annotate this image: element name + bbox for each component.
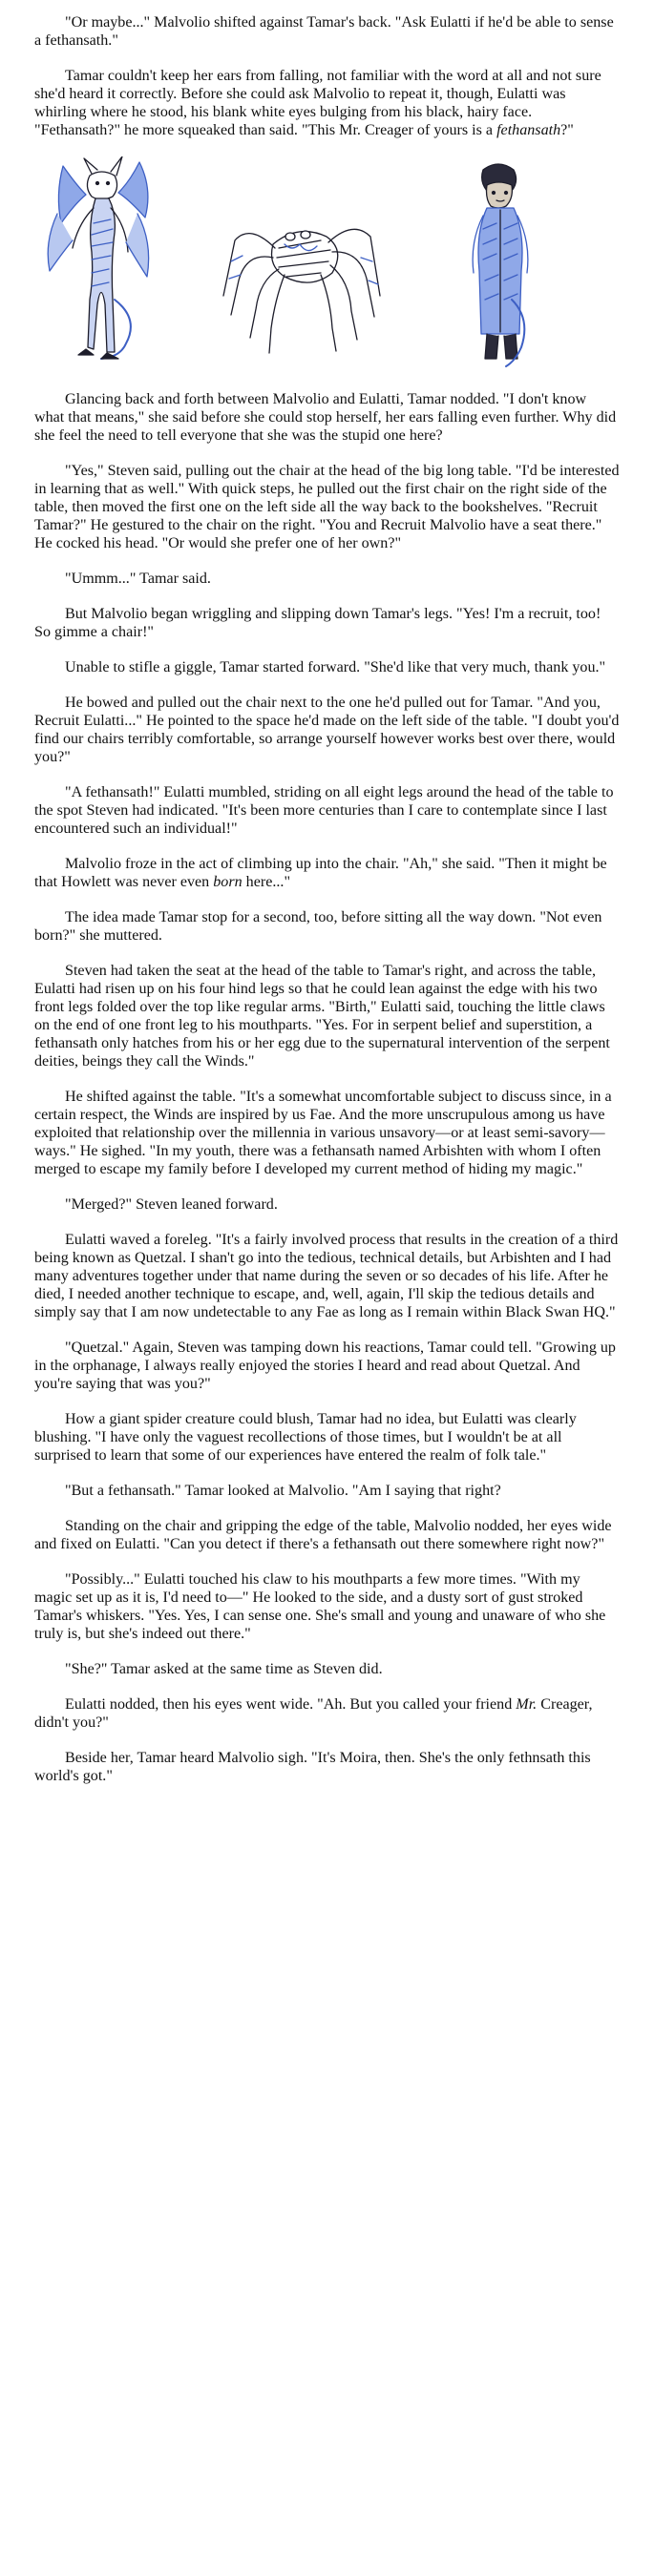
story-paragraph — [34, 1088, 620, 1178]
paragraph-text: But Malvolio began wriggling and slipping down Tamar's legs. "Yes! I'm a recruit, too! So gimme a chair!" — [34, 606, 601, 640]
paragraph-text: "Yes," Steven said, pulling out the chair at the head of the big long table. "I'd be interested in learning that as well." With quick steps, he pulled out the first chair on the right side of the table, then moved the first one on the left side all the way back to the bookshelves. "Recruit Tamar?" He gestured to the chair on the right. "You and Recruit Malvolio have a seat there." He cocked his head. "Or would she prefer one of her own?" — [34, 463, 620, 551]
story-paragraph — [34, 570, 620, 588]
paragraph-text: Glancing back and forth between Malvolio and Eulatti, Tamar nodded. "I don't know what that means," she said before she could stop herself, her ears falling even further. Why did she feel the need to tell everyone that she was the stupid one here? — [34, 391, 617, 444]
story-paragraph — [34, 605, 620, 641]
paragraph-text: "Merged?" Steven leaned forward. — [65, 1196, 278, 1213]
emphasized-text: fethansath — [496, 122, 561, 138]
story-paragraph — [34, 67, 620, 139]
paragraph-text: The idea made Tamar stop for a second, too, before sitting all the way down. "Not even born?" she muttered. — [34, 909, 602, 944]
paragraph-text: "A fethansath!" Eulatti mumbled, striding on all eight legs around the head of the table to the spot Steven had indicated. "It's been more centuries than I care to contemplate since I last encountered such an individual!" — [34, 784, 614, 837]
paragraph-text: Malvolio froze in the act of climbing up into the chair. "Ah," she said. "Then it might be that Howlett was never even — [34, 856, 607, 890]
paragraph-text: He shifted against the table. "It's a somewhat uncomfortable subject to discuss since, in a certain respect, the Winds are inspired by us Fae. And the more unscrupulous among us have exploited that relationship over the millennia in various unsavory—or at least semi-savory—ways." He sighed. "In my youth, there was a fethansath named Arbishten with whom I often merged to escape my family before I developed my current method of hiding my magic." — [34, 1089, 612, 1177]
paragraph-text: Unable to stifle a giggle, Tamar started forward. "She'd like that very much, thank you." — [65, 659, 606, 675]
paragraph-text: Tamar couldn't keep her ears from falling, not familiar with the word at all and not sure she'd heard it correctly. Before she could ask Malvolio to repeat it, though, Eulatti was whirling where he stood, his blank white eyes bulging from his black, hairy face. "Fethansath?" he more squeaked than said. "This Mr. Creager of yours is a — [34, 68, 601, 138]
story-paragraph — [34, 1517, 620, 1553]
story-paragraph — [34, 658, 620, 676]
paragraph-text: Standing on the chair and gripping the edge of the table, Malvolio nodded, her eyes wide and fixed on Eulatti. "Can you detect if there's a fethansath out there somewhere right now?" — [34, 1518, 612, 1552]
story-paragraph — [34, 855, 620, 891]
story-paragraph — [34, 1695, 620, 1732]
story-text-top — [34, 13, 620, 139]
paragraph-text: Steven had taken the seat at the head of the table to Tamar's right, and across the table, Eulatti had risen up on his four hind legs so that he could lean against the edge with his two front legs folded over the top like regular arms. "Birth," Eulatti said, touching the little claws on the end of one front leg to his mouthparts. "Yes. For in serpent belief and superstition, a fethansath only hatches from his or her egg due to the supernatural intervention of the serpent deities, beings they call the Winds." — [34, 963, 610, 1070]
paragraph-text: "Possibly..." Eulatti touched his claw to his mouthparts a few more times. "With my magic set up as it is, I'd need to—" He looked to the side, and a dusty sort of gust stroked Tamar's whiskers. "Yes. Yes, I can sense one. She's small and young and unaware of who she truly is, but she's indeed out there." — [34, 1571, 606, 1642]
character-illustration — [34, 156, 620, 371]
story-paragraph — [34, 908, 620, 945]
story-paragraph — [34, 13, 620, 50]
paragraph-text: "But a fethansath." Tamar looked at Malvolio. "Am I saying that right? — [65, 1483, 501, 1499]
paragraph-text: Eulatti waved a foreleg. "It's a fairly involved process that results in the creation of a third being known as Quetzal. I shan't go into the tedious, technical details, but Arbishten and I had many adventures together under that name during the seven or so decades of his life. After he died, I needed another technique to escape, and, well, again, I'll skip the tedious details and simply say that I am now undetectable to any Fae as long as I remain within Black Swan HQ." — [34, 1232, 619, 1320]
paragraph-text: Creager, didn't you?" — [34, 1696, 593, 1731]
story-paragraph — [34, 1749, 620, 1785]
story-paragraph — [34, 1195, 620, 1214]
story-paragraph — [34, 962, 620, 1070]
story-paragraph — [34, 1570, 620, 1643]
story-paragraph — [34, 1410, 620, 1465]
paragraph-text: "She?" Tamar asked at the same time as Steven did. — [65, 1661, 383, 1677]
paragraph-text: "Quetzal." Again, Steven was tamping down his reactions, Tamar could tell. "Growing up in the orphanage, I always really enjoyed the stories I heard and read about Quetzal. And you're saying that was you?" — [34, 1340, 616, 1392]
story-paragraph — [34, 390, 620, 445]
story-paragraph — [34, 462, 620, 552]
emphasized-text: born — [213, 874, 243, 890]
paragraph-text: Eulatti nodded, then his eyes went wide. "Ah. But you called your friend — [65, 1696, 517, 1713]
story-paragraph — [34, 1339, 620, 1393]
story-paragraph — [34, 1231, 620, 1321]
emphasized-text: Mr. — [516, 1696, 538, 1713]
story-paragraph — [34, 1482, 620, 1500]
story-paragraph — [34, 694, 620, 766]
paragraph-text: ?" — [560, 122, 574, 138]
tamar-figure — [48, 156, 148, 359]
eulatti-figure — [223, 229, 380, 353]
story-paragraph — [34, 1660, 620, 1678]
paragraph-text: "Ummm..." Tamar said. — [65, 571, 211, 587]
story-text-bottom — [34, 390, 620, 1785]
paragraph-text: How a giant spider creature could blush, Tamar had no idea, but Eulatti was clearly blushing. "I have only the vaguest recollections of those times, but I wouldn't be at all surprised to learn that some of our experiences have entered the realm of folk tale." — [34, 1411, 577, 1464]
story-paragraph — [34, 783, 620, 838]
steven-figure — [473, 164, 528, 366]
paragraph-text: "Or maybe..." Malvolio shifted against Tamar's back. "Ask Eulatti if he'd be able to sense a fethansath." — [34, 14, 614, 49]
illustration-svg — [34, 156, 620, 371]
paragraph-text: here..." — [242, 874, 291, 890]
paragraph-text: He bowed and pulled out the chair next to the one he'd pulled out for Tamar. "And you, Recruit Eulatti..." He pointed to the space he'd made on the left side of the table. "I doubt you'd find our chairs terribly comfortable, so arrange yourself however works best over there, would you?" — [34, 695, 620, 765]
paragraph-text: Beside her, Tamar heard Malvolio sigh. "It's Moira, then. She's the only fethnsath this world's got." — [34, 1750, 591, 1784]
